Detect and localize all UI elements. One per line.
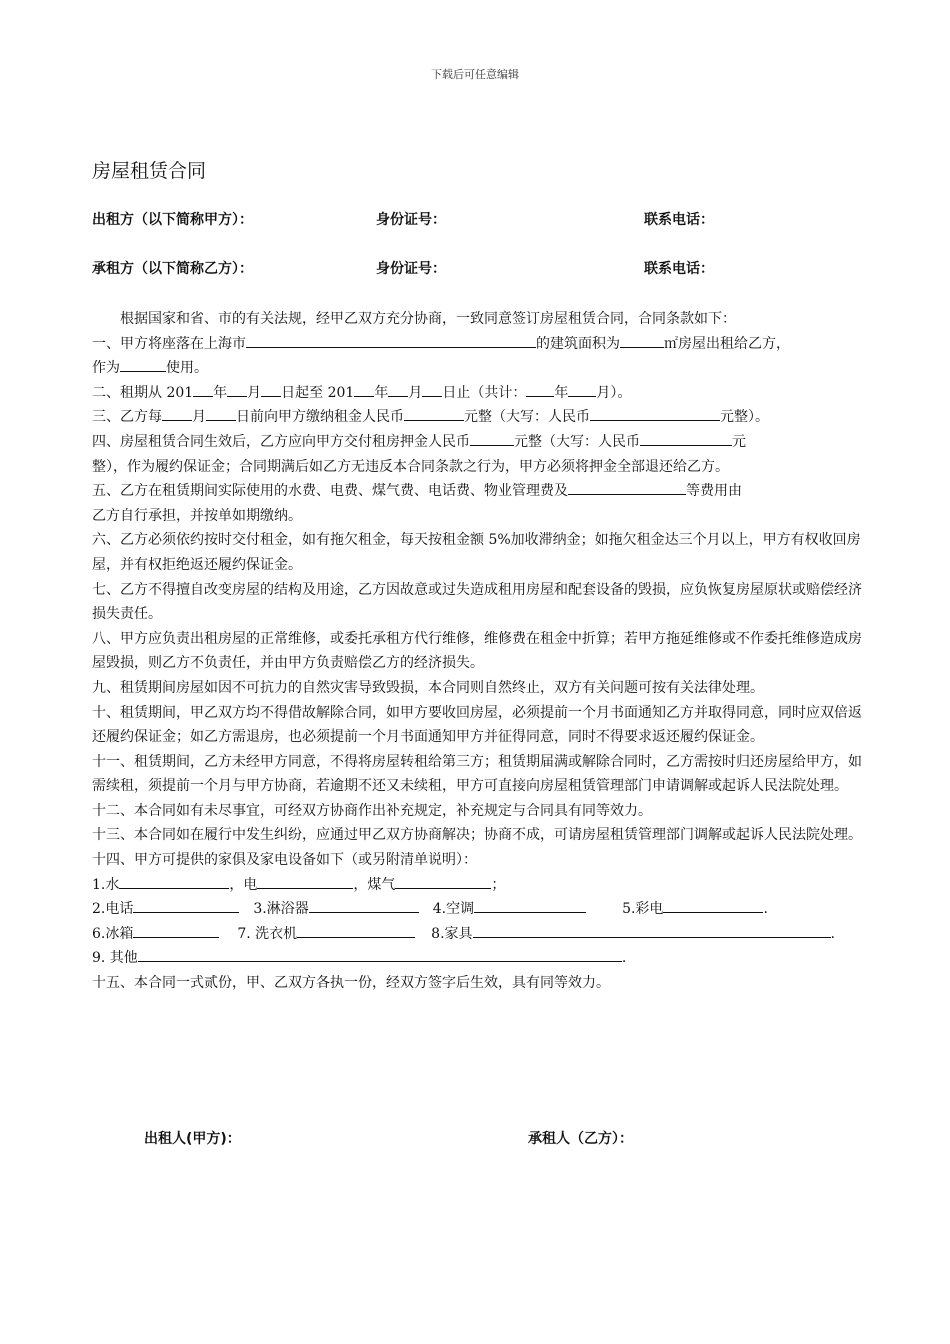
lessor-id-label: 身份证号： xyxy=(376,212,446,228)
lessor-signature-label: 出租人(甲方)： xyxy=(144,1131,241,1147)
other-fees-blank[interactable] xyxy=(568,479,686,495)
total-months-blank[interactable] xyxy=(568,381,596,397)
washer-blank[interactable] xyxy=(297,922,415,938)
lessor-row xyxy=(92,209,862,231)
lessor-phone-label: 联系电话： xyxy=(644,212,714,228)
water-blank[interactable] xyxy=(119,873,229,889)
lessor-label: 出租方（以下简称甲方）： xyxy=(92,212,253,228)
clause-10: 十、租赁期间，甲乙双方均不得借故解除合同，如甲方要收回房屋，必须提前一个月书面通知乙方并取得同意，同时应双倍返还履约保证金；如乙方需退房，也必须提前一个月书面通知甲方并征得同意，同时不得要求返还履约保证金。 xyxy=(92,704,862,746)
lessee-id-label: 身份证号： xyxy=(376,261,446,277)
clause-5: 五、乙方在租赁期间实际使用的水费、电费、煤气费、电话费、物业管理费及 等费用由 xyxy=(92,479,862,504)
clause-12: 十二、本合同如有未尽事宜，可经双方协商作出补充规定，补充规定与合同具有同等效力。 xyxy=(92,802,652,819)
clause-5-cont: 乙方自行承担，并按单如期缴纳。 xyxy=(92,507,302,524)
gas-blank[interactable] xyxy=(395,873,491,889)
lessee-signature-label: 承租人（乙方）： xyxy=(528,1131,633,1147)
clause-6: 六、乙方必须依约按时交付租金，如有拖欠租金，每天按租金额 5%加收滞纳金；如拖欠租金达三个月以上，甲方有权收回房屋，并有权拒绝返还履约保证金。 xyxy=(92,532,861,573)
lessee-label: 承租方（以下简称乙方）： xyxy=(92,261,253,277)
furniture-blank[interactable] xyxy=(473,922,831,938)
clause-1-cont: 作为 使用。 xyxy=(92,356,862,381)
address-blank[interactable] xyxy=(246,332,536,348)
clause-8: 八、甲方应负责出租房屋的正常维修，或委托承租方代行维修，维修费在租金中折算；若甲方拖延维修或不作委托维修造成房屋毁损，则乙方不负责任，并由甲方负责赔偿乙方的经济损失。 xyxy=(92,630,862,672)
clause-7: 七、乙方不得擅自改变房屋的结构及用途，乙方因故意或过失造成租用房屋和配套设备的毁损，应负恢复房屋原状或赔偿经济损失责任。 xyxy=(92,581,862,623)
clause-3: 三、乙方每 月 日前向甲方缴纳租金人民币 元整（大写：人民币 元整）。 xyxy=(92,405,862,430)
lessee-row xyxy=(92,258,862,280)
clause-15: 十五、本合同一式贰份，甲、乙双方各执一份，经双方签字后生效，具有同等效力。 xyxy=(92,975,610,992)
end-day-blank[interactable] xyxy=(422,381,442,397)
clause-14-line-2: 2.电话 3.淋浴器 4.空调 5.彩电 . xyxy=(92,897,862,922)
clause-4: 四、房屋租赁合同生效后，乙方应向甲方交付租房押金人民币 元整（大写：人民币 元 xyxy=(92,430,862,455)
tv-blank[interactable] xyxy=(663,898,763,914)
lessee-phone-label: 联系电话： xyxy=(644,261,714,277)
other-items-blank[interactable] xyxy=(138,947,622,963)
usage-blank[interactable] xyxy=(120,357,166,373)
total-years-blank[interactable] xyxy=(526,381,554,397)
clause-2: 二、租期从 201 年 月 日起至 201 年 月 日止（共计： 年 月）。 xyxy=(92,381,862,406)
fridge-blank[interactable] xyxy=(133,922,219,938)
clause-4-cont: 整），作为履约保证金；合同期满后如乙方无违反本合同条款之行为，甲方必须将押金全部退还给乙方。 xyxy=(92,458,729,475)
clause-1: 一、甲方将座落在上海市 的建筑面积为 ㎡房屋出租给乙方， xyxy=(92,332,862,357)
clause-14-heading: 十四、甲方可提供的家俱及家电设备如下（或另附清单说明）： xyxy=(92,852,477,869)
clause-14-line-3: 6.冰箱 7. 洗衣机 8.家具 . xyxy=(92,922,862,947)
rent-period-blank[interactable] xyxy=(162,406,192,422)
electricity-blank[interactable] xyxy=(257,873,353,889)
clause-14-line-4: 9. 其他 . xyxy=(92,946,862,971)
end-year-blank[interactable] xyxy=(354,381,374,397)
header-note: 下载后可任意编辑 xyxy=(431,68,519,81)
contract-body xyxy=(92,307,862,996)
start-day-blank[interactable] xyxy=(261,381,281,397)
end-month-blank[interactable] xyxy=(388,381,408,397)
clause-11: 十一、租赁期间，乙方未经甲方同意，不得将房屋转租给第三方；租赁期届满或解除合同时，乙方需按时归还房屋给甲方，如需续租，须提前一个月与甲方协商，若逾期不还又未续租，甲方可直接向房屋租赁管理部门申请调解或起诉人民法院处理。 xyxy=(92,753,862,795)
rent-day-blank[interactable] xyxy=(206,406,236,422)
clause-14-line-1: 1.水 ，电 ，煤气 ； xyxy=(92,873,862,898)
area-blank[interactable] xyxy=(620,332,664,348)
document-title: 房屋租赁合同 xyxy=(92,160,207,182)
deposit-amount-blank[interactable] xyxy=(470,430,514,446)
clause-9: 九、租赁期间房屋如因不可抗力的自然灾害导致毁损，本合同则自然终止，双方有关问题可按有关法律处理。 xyxy=(92,679,764,696)
start-month-blank[interactable] xyxy=(227,381,247,397)
intro-paragraph: 根据国家和省、市的有关法规，经甲乙双方充分协商，一致同意签订房屋租赁合同，合同条款如下： xyxy=(120,311,736,327)
rent-amount-blank[interactable] xyxy=(404,406,464,422)
shower-blank[interactable] xyxy=(309,898,419,914)
deposit-words-blank[interactable] xyxy=(640,430,732,446)
start-year-blank[interactable] xyxy=(193,381,213,397)
rent-amount-words-blank[interactable] xyxy=(590,406,720,422)
ac-blank[interactable] xyxy=(474,898,586,914)
phone-blank[interactable] xyxy=(133,898,239,914)
clause-13: 十三、本合同如在履行中发生纠纷，应通过甲乙双方协商解决；协商不成，可请房屋租赁管理部门调解或起诉人民法院处理。 xyxy=(92,827,862,844)
